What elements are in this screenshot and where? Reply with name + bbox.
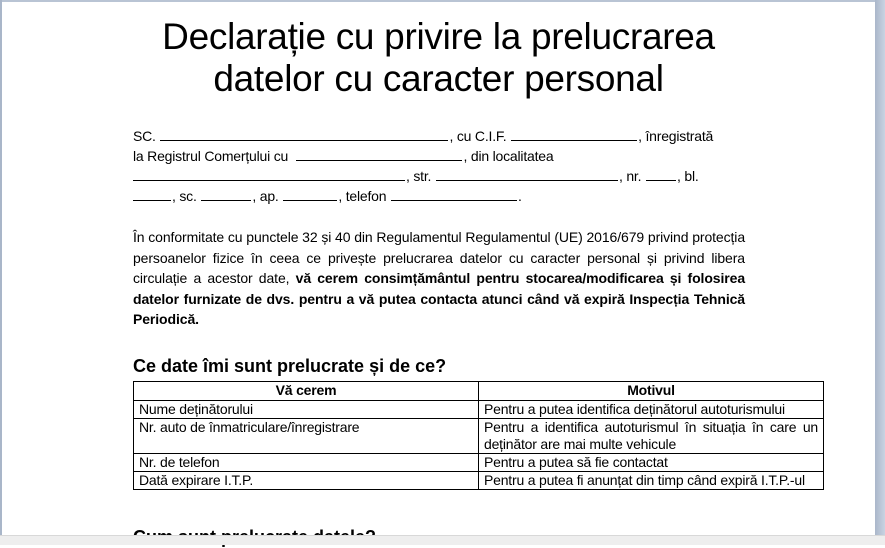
cell-data: Dată expirare I.T.P.: [134, 472, 479, 490]
window-right-scroll-edge: [875, 0, 885, 544]
locality-field[interactable]: [133, 166, 405, 181]
registry-number-field[interactable]: [296, 146, 462, 161]
form-line-1: [133, 126, 745, 146]
header-we-ask: Vă cerem: [134, 382, 479, 401]
document-page: [2, 2, 875, 535]
cell-reason: Pentru a putea identifica deținătorul autoturismului: [479, 401, 824, 419]
sc-label: SC.: [133, 128, 156, 144]
consent-paragraph: [133, 227, 745, 330]
cif-field[interactable]: [511, 126, 637, 141]
apartment-label: , ap.: [252, 188, 279, 204]
street-field[interactable]: [436, 166, 618, 181]
paragraph-bold-text: vă cerem consimțământul pentru stocarea/modificarea și folosirea datelor furnizate de dvs. pentru a vă putea contacta atunci când vă expiră Inspecția Tehnică Periodică.: [133, 270, 745, 327]
table-header-row: [134, 382, 824, 401]
cell-reason: Pentru a identifica autoturismul în situația în care un deținător are mai multe vehicule: [479, 419, 824, 454]
end-punct: .: [518, 188, 522, 204]
number-field[interactable]: [646, 166, 676, 181]
block-label: , bl.: [677, 168, 699, 184]
data-table: [133, 381, 824, 490]
cell-data: Nr. auto de înmatriculare/înregistrare: [134, 419, 479, 454]
window-bottom-bar: [0, 535, 885, 545]
registered-label: , înregistrată: [638, 128, 714, 144]
cif-label: , cu C.I.F.: [449, 128, 507, 144]
title-line-2: datelor cu caracter personal: [213, 58, 664, 99]
table-row: [134, 401, 824, 419]
street-label: , str.: [406, 168, 432, 184]
form-line-3: [133, 166, 745, 186]
document-title: [2, 16, 875, 100]
cell-reason: Pentru a putea să fie contactat: [479, 454, 824, 472]
paragraph-normal-text: În conformitate cu punctele 32 și 40 din Regulamentul Regulamentul (UE) 2016/679 privind protecția persoanelor fizice în ceea ce privește prelucrarea datelor cu caracter personal și privind libera circulație a acestor date,: [133, 229, 746, 286]
phone-label: , telefon: [338, 188, 387, 204]
registry-label: la Registrul Comerțului cu: [133, 148, 289, 164]
block-field[interactable]: [133, 186, 171, 201]
header-reason: Motivul: [479, 382, 824, 401]
table-row: [134, 472, 824, 490]
form-line-4: [133, 186, 745, 206]
number-label: , nr.: [618, 168, 642, 184]
company-name-field[interactable]: [160, 126, 448, 141]
cell-data: Nume deținătorului: [134, 401, 479, 419]
locality-label: , din localitatea: [463, 148, 554, 164]
staircase-field[interactable]: [201, 186, 251, 201]
table-row: [134, 454, 824, 472]
cell-reason: Pentru a putea fi anunțat din timp când expiră I.T.P.-ul: [479, 472, 824, 490]
table-row: [134, 419, 824, 454]
apartment-field[interactable]: [283, 186, 337, 201]
cell-data: Nr. de telefon: [134, 454, 479, 472]
form-line-2: [133, 146, 745, 166]
section-heading: Ce date îmi sunt prelucrate și de ce?: [133, 356, 447, 376]
staircase-label: , sc.: [172, 188, 197, 204]
title-line-1: Declarație cu privire la prelucrarea: [162, 16, 715, 57]
phone-field[interactable]: [391, 186, 517, 201]
company-details-form: [133, 126, 745, 206]
